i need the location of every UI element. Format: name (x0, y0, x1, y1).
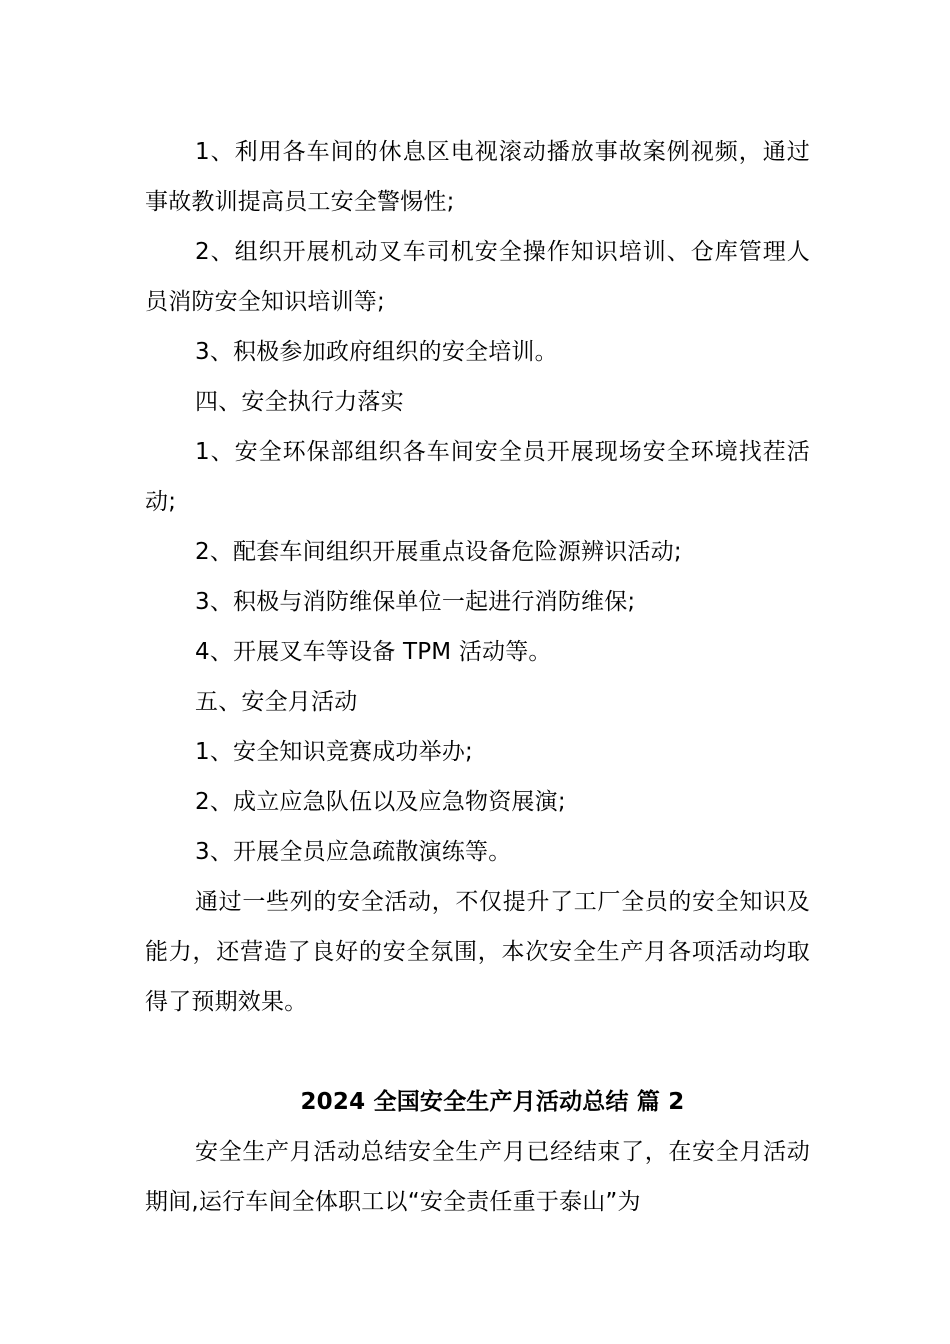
paragraph: 2、组织开展机动叉车司机安全操作知识培训、仓库管理人员消防安全知识培训等; (145, 239, 810, 315)
paragraph: 1、安全环保部组织各车间安全员开展现场安全环境找茬活动; (145, 439, 810, 515)
paragraph: 安全生产月活动总结安全生产月已经结束了，在安全月活动期间,运行车间全体职工以“安全责任重于泰山”为 (145, 1139, 810, 1215)
blank-line (145, 1027, 810, 1077)
paragraph: 3、积极参加政府组织的安全培训。 (195, 339, 558, 365)
section-heading: 四、安全执行力落实 (195, 389, 404, 415)
paragraph: 通过一些列的安全活动，不仅提升了工厂全员的安全知识及能力，还营造了良好的安全氛围，本次安全生产月各项活动均取得了预期效果。 (145, 889, 810, 1015)
section-heading: 五、安全月活动 (195, 689, 358, 715)
paragraph: 3、开展全员应急疏散演练等。 (195, 839, 512, 865)
paragraph: 1、利用各车间的休息区电视滚动播放事故案例视频，通过事故教训提高员工安全警惕性; (145, 139, 810, 215)
paragraph: 2、成立应急队伍以及应急物资展演; (195, 789, 566, 815)
article-title: 2024 全国安全生产月活动总结 篇 2 (300, 1089, 685, 1115)
paragraph: 4、开展叉车等设备 TPM 活动等。 (195, 639, 552, 665)
paragraph: 3、积极与消防维保单位一起进行消防维保; (195, 589, 636, 615)
paragraph: 1、安全知识竞赛成功举办; (195, 739, 473, 765)
paragraph: 2、配套车间组织开展重点设备危险源辨识活动; (195, 539, 682, 565)
document-body (145, 127, 810, 1227)
